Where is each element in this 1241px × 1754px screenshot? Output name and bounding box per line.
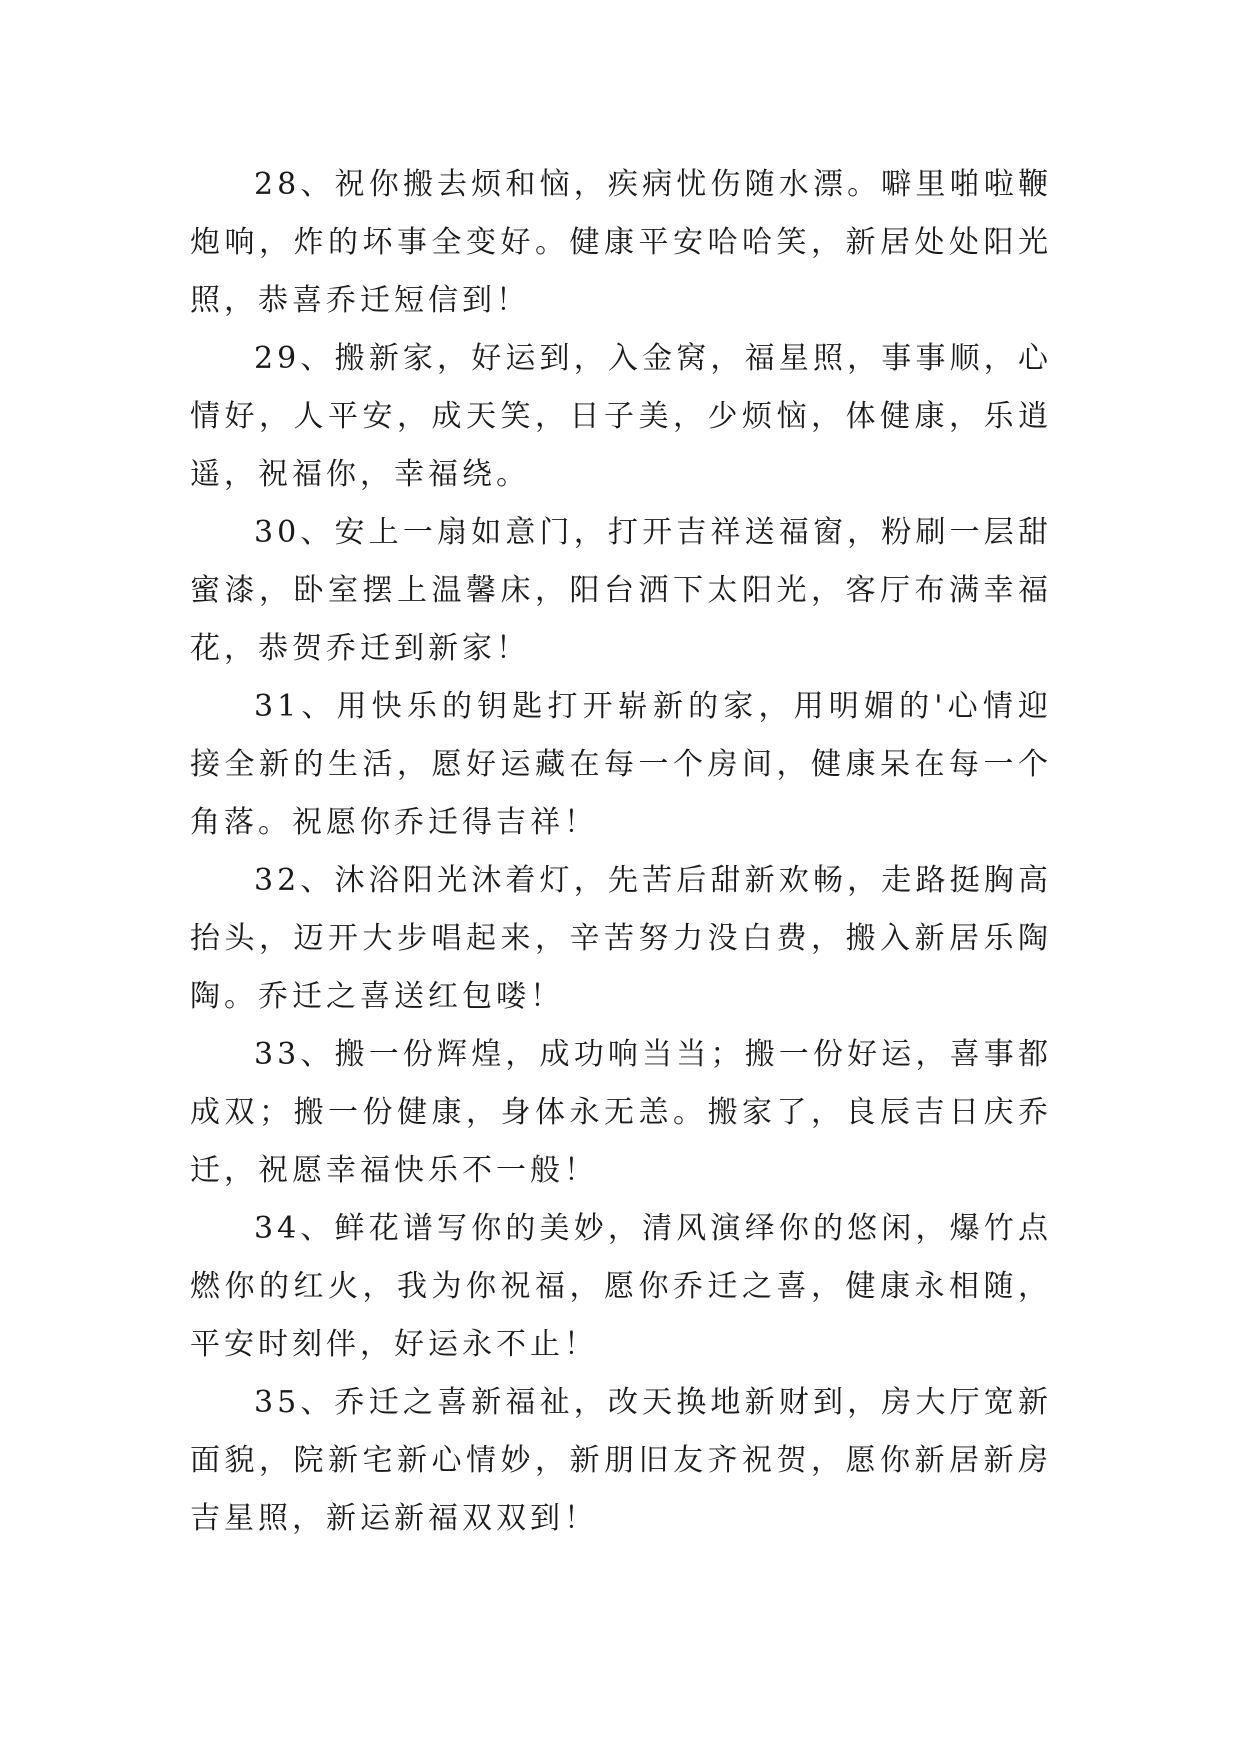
paragraph-30: 30、安上一扇如意门，打开吉祥送福窗，粉刷一层甜蜜漆，卧室摆上温馨床，阳台洒下太阳光，客厅布满幸福花，恭贺乔迁到新家！: [190, 515, 1052, 666]
paragraph-31: 31、用快乐的钥匙打开崭新的家，用明媚的'心情迎接全新的生活，愿好运藏在每一个房间，健康呆在每一个角落。祝愿你乔迁得吉祥！: [190, 689, 1052, 840]
paragraph-35: 35、乔迁之喜新福祉，改天换地新财到，房大厅宽新面貌，院新宅新心情妙，新朋旧友齐祝贺，愿你新居新房吉星照，新运新福双双到！: [190, 1385, 1052, 1536]
paragraph-28: 28、祝你搬去烦和恼，疾病忧伤随水漂。噼里啪啦鞭炮响，炸的坏事全变好。健康平安哈哈笑，新居处处阳光照，恭喜乔迁短信到！: [190, 167, 1052, 318]
document-body: [190, 156, 1052, 1548]
paragraph-33: 33、搬一份辉煌，成功响当当；搬一份好运，喜事都成双；搬一份健康，身体永无恙。搬家了，良辰吉日庆乔迁，祝愿幸福快乐不一般！: [190, 1037, 1052, 1188]
paragraph-34: 34、鲜花谱写你的美妙，清风演绎你的悠闲，爆竹点燃你的红火，我为你祝福，愿你乔迁之喜，健康永相随，平安时刻伴，好运永不止！: [190, 1211, 1052, 1362]
paragraph-29: 29、搬新家，好运到，入金窝，福星照，事事顺，心情好，人平安，成天笑，日子美，少烦恼，体健康，乐逍遥，祝福你，幸福绕。: [190, 341, 1052, 492]
paragraph-32: 32、沐浴阳光沐着灯，先苦后甜新欢畅，走路挺胸高抬头，迈开大步唱起来，辛苦努力没白费，搬入新居乐陶陶。乔迁之喜送红包喽！: [190, 863, 1052, 1014]
